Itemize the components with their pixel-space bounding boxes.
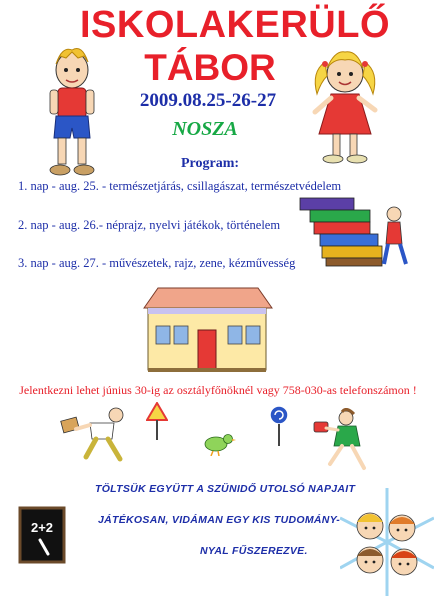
slogan-line-3: NYAL FŰSZEREZVE. [200, 545, 308, 557]
slogan-line-1: TÖLTSÜK EGYÜTT A SZÜNIDŐ UTOLSÓ NAPJAIT [95, 483, 356, 495]
school-house-illustration [140, 286, 274, 372]
books-illustration [296, 192, 414, 267]
slogan-line-2: JÁTÉKOSAN, VIDÁMAN EGY KIS TUDOMÁNY- [98, 514, 341, 526]
children-faces-illustration [340, 488, 434, 596]
camp-dates: 2009.08.25-26-27 [139, 90, 277, 111]
poster-title-line2: TÁBOR [144, 47, 276, 88]
program-heading: Program: [180, 156, 240, 171]
camp-location: NOSZA [172, 118, 238, 140]
redaction-box [125, 538, 197, 560]
program-day-3: 3. nap - aug. 27. - művészetek, rajz, zene, kézművesség [18, 256, 296, 270]
girl-illustration [305, 42, 385, 167]
running-girl-illustration [312, 408, 378, 474]
warning-sign-icon [146, 402, 168, 442]
traffic-sign-icon [268, 405, 290, 447]
program-day-2: 2. nap - aug. 26.- néprajz, nyelvi játékok, történelem [18, 218, 281, 232]
signup-info: Jelentkezni lehet június 30-ig az osztályfőnöknél vagy 758-030-as telefonszámon ! [19, 383, 417, 397]
program-day-1: 1. nap - aug. 25. - természetjárás, csillagászat, természetvédelem [18, 179, 342, 193]
poster-title-line1: ISKOLAKERÜLŐ [80, 4, 390, 46]
chalkboard-illustration [18, 506, 66, 564]
boy-illustration [42, 40, 102, 180]
running-man-illustration [60, 405, 140, 465]
chalkboard-text: 2+2 [30, 520, 54, 535]
bird-illustration [200, 430, 236, 456]
